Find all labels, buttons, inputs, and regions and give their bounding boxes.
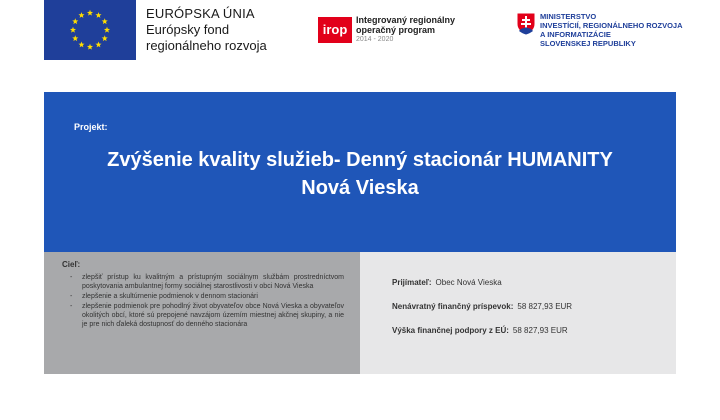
goals-list [60,273,344,329]
project-label: Projekt: [74,122,108,132]
goals-box [44,252,360,374]
project-title-line2: Nová Vieska [301,177,419,199]
project-title [44,146,676,202]
eu-fund-text [146,6,267,54]
goal-item [60,292,344,301]
ministry-line2: INVESTÍCIÍ, REGIONÁLNEHO ROZVOJA [540,21,683,30]
ministry-line3: A INFORMATIZÁCIE [540,30,611,39]
eu-fund-line2: Európsky fond [146,22,230,37]
bullet-dash: - [70,274,73,281]
goal-item [60,273,344,291]
recipient-label: Prijímateľ: [392,278,432,287]
eu-support-value: 58 827,93 EUR [512,326,568,335]
eu-support-label: Výška finančnej podpory z EÚ: [392,326,509,335]
eu-star-icon [72,35,78,41]
eu-star-icon [78,12,84,18]
eu-star-icon [102,35,108,41]
eu-fund-line3: regionálneho rozvoja [146,38,267,53]
ministry-line4: SLOVENSKEJ REPUBLIKY [540,39,636,48]
grant-row [392,302,676,312]
eu-star-icon [70,27,76,33]
eu-fund-line1: EURÓPSKA ÚNIA [146,6,255,21]
goal-text: zlepšenie podmienok pre pohodlný život obyvateľov obce Nová Vieska a obyvateľov okolitých obcí, ktoré sú prepojené navzájom územím miestnej akčnej skupiny, a nie je pre nich ďaleká dostupnosť do denného stacionára [82,303,344,328]
grant-value: 58 827,93 EUR [517,302,573,311]
eu-star-icon [87,44,93,50]
eu-star-icon [104,27,110,33]
goal-text: zlepšenie a skultúrnenie podmienok v dennom stacionári [82,293,258,300]
goal-text: zlepšiť prístup ku kvalitným a prístupným sociálnym službám prostredníctvom poskytovania ambulantnej formy sociálnej starostlivosti v obci Nová Vieska [82,274,344,290]
irop-line1: Integrovaný regionálny [356,15,456,25]
project-title-line1: Zvýšenie kvality služieb- Denný stacionár HUMANITY [107,149,613,171]
eu-star-icon [95,12,101,18]
eu-star-icon [87,10,93,16]
ministry-text [540,12,683,48]
recipient-row [392,278,676,288]
recipient-value: Obec Nová Vieska [435,278,502,287]
eu-star-icon [102,18,108,24]
eu-star-icon [78,42,84,48]
project-banner [44,92,676,252]
eu-star-icon [95,42,101,48]
bullet-dash: - [70,293,73,300]
eu-support-row [392,326,676,336]
funding-info-box [360,252,676,374]
slovak-coat-of-arms-icon [516,12,536,36]
irop-text [356,15,455,45]
goal-item [60,302,344,329]
eu-star-icon [72,18,78,24]
grant-label: Nenávratný finančný príspevok: [392,302,514,311]
goals-title: Cieľ: [62,260,81,269]
irop-logo: irop [318,17,352,43]
irop-line2: operačný program [356,25,436,35]
bullet-dash: - [70,303,73,310]
irop-years: 2014 - 2020 [356,36,394,43]
eu-flag-icon [44,0,136,60]
ministry-line1: MINISTERSTVO [540,12,597,21]
